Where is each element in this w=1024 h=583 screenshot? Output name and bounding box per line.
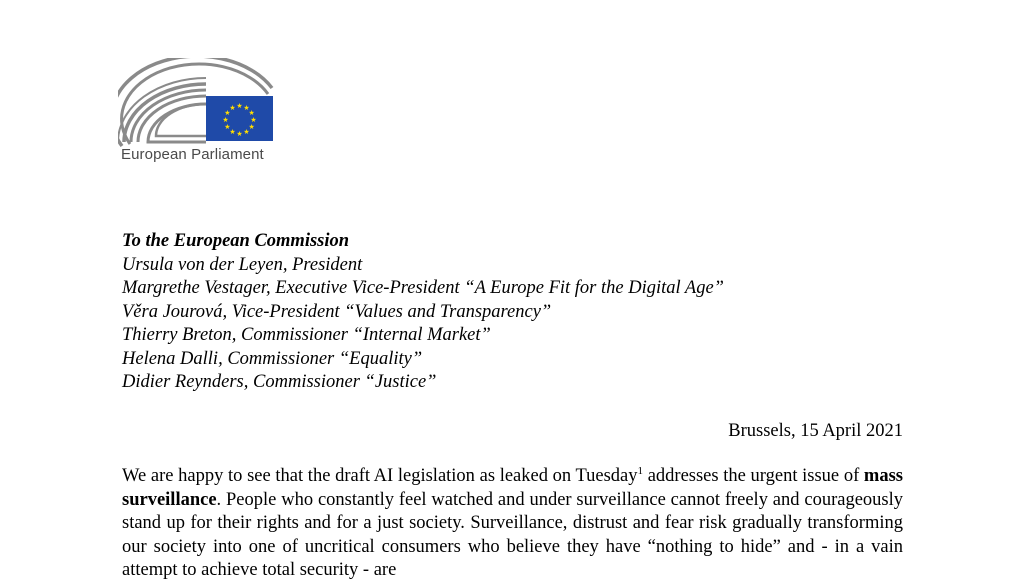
svg-text:★: ★ (248, 109, 255, 117)
emphasis-mass-surveillance: mass surveillance (122, 466, 903, 510)
letter-date: Brussels, 15 April 2021 (728, 421, 903, 441)
addressee-line: Thierry Breton, Commissioner “Internal Market” (122, 325, 491, 345)
svg-text:★: ★ (236, 102, 243, 110)
svg-text:★: ★ (250, 116, 257, 124)
svg-text:★: ★ (236, 130, 243, 138)
body-text-segment: We are happy to see that the draft AI legislation as leaked on Tuesday (122, 466, 638, 486)
addressee-line: Margrethe Vestager, Executive Vice-President “A Europe Fit for the Digital Age” (122, 278, 724, 298)
svg-text:★: ★ (248, 123, 255, 131)
svg-text:★: ★ (243, 128, 250, 137)
svg-text:★: ★ (224, 123, 231, 131)
svg-text:★: ★ (229, 128, 236, 137)
european-parliament-logo (118, 58, 278, 168)
addressee-line: Helena Dalli, Commissioner “Equality” (122, 348, 423, 369)
addressee-block (122, 230, 724, 395)
body-text-segment: addresses the urgent issue of (643, 466, 864, 486)
footnote-marker[interactable]: 1 (637, 464, 644, 477)
body-paragraph (122, 465, 903, 583)
body-text-segment: . People who constantly feel watched and under surveillance cannot freely and courageously stand up for their rights and for a just society. Surveillance, distrust and fear risk gradually transforming our society into one of uncritical consumers who believe they have “nothing to hide” and - in a vain attempt to achieve total security - are (122, 489, 903, 580)
svg-text:★: ★ (224, 109, 231, 117)
svg-text:★: ★ (243, 103, 250, 112)
addressee-line: Věra Jourová, Vice-President “Values and Transparency” (122, 301, 552, 322)
svg-text:★: ★ (222, 116, 229, 124)
addressee-line: Ursula von der Leyen, President (122, 254, 363, 275)
svg-text:★: ★ (229, 103, 236, 112)
letter-body (122, 465, 903, 583)
eu-flag-icon (206, 96, 273, 141)
addressee-line: Didier Reynders, Commissioner “Justice” (122, 372, 437, 392)
addressee-heading: To the European Commission (122, 231, 350, 251)
logo-text: European Parliament (121, 146, 264, 163)
